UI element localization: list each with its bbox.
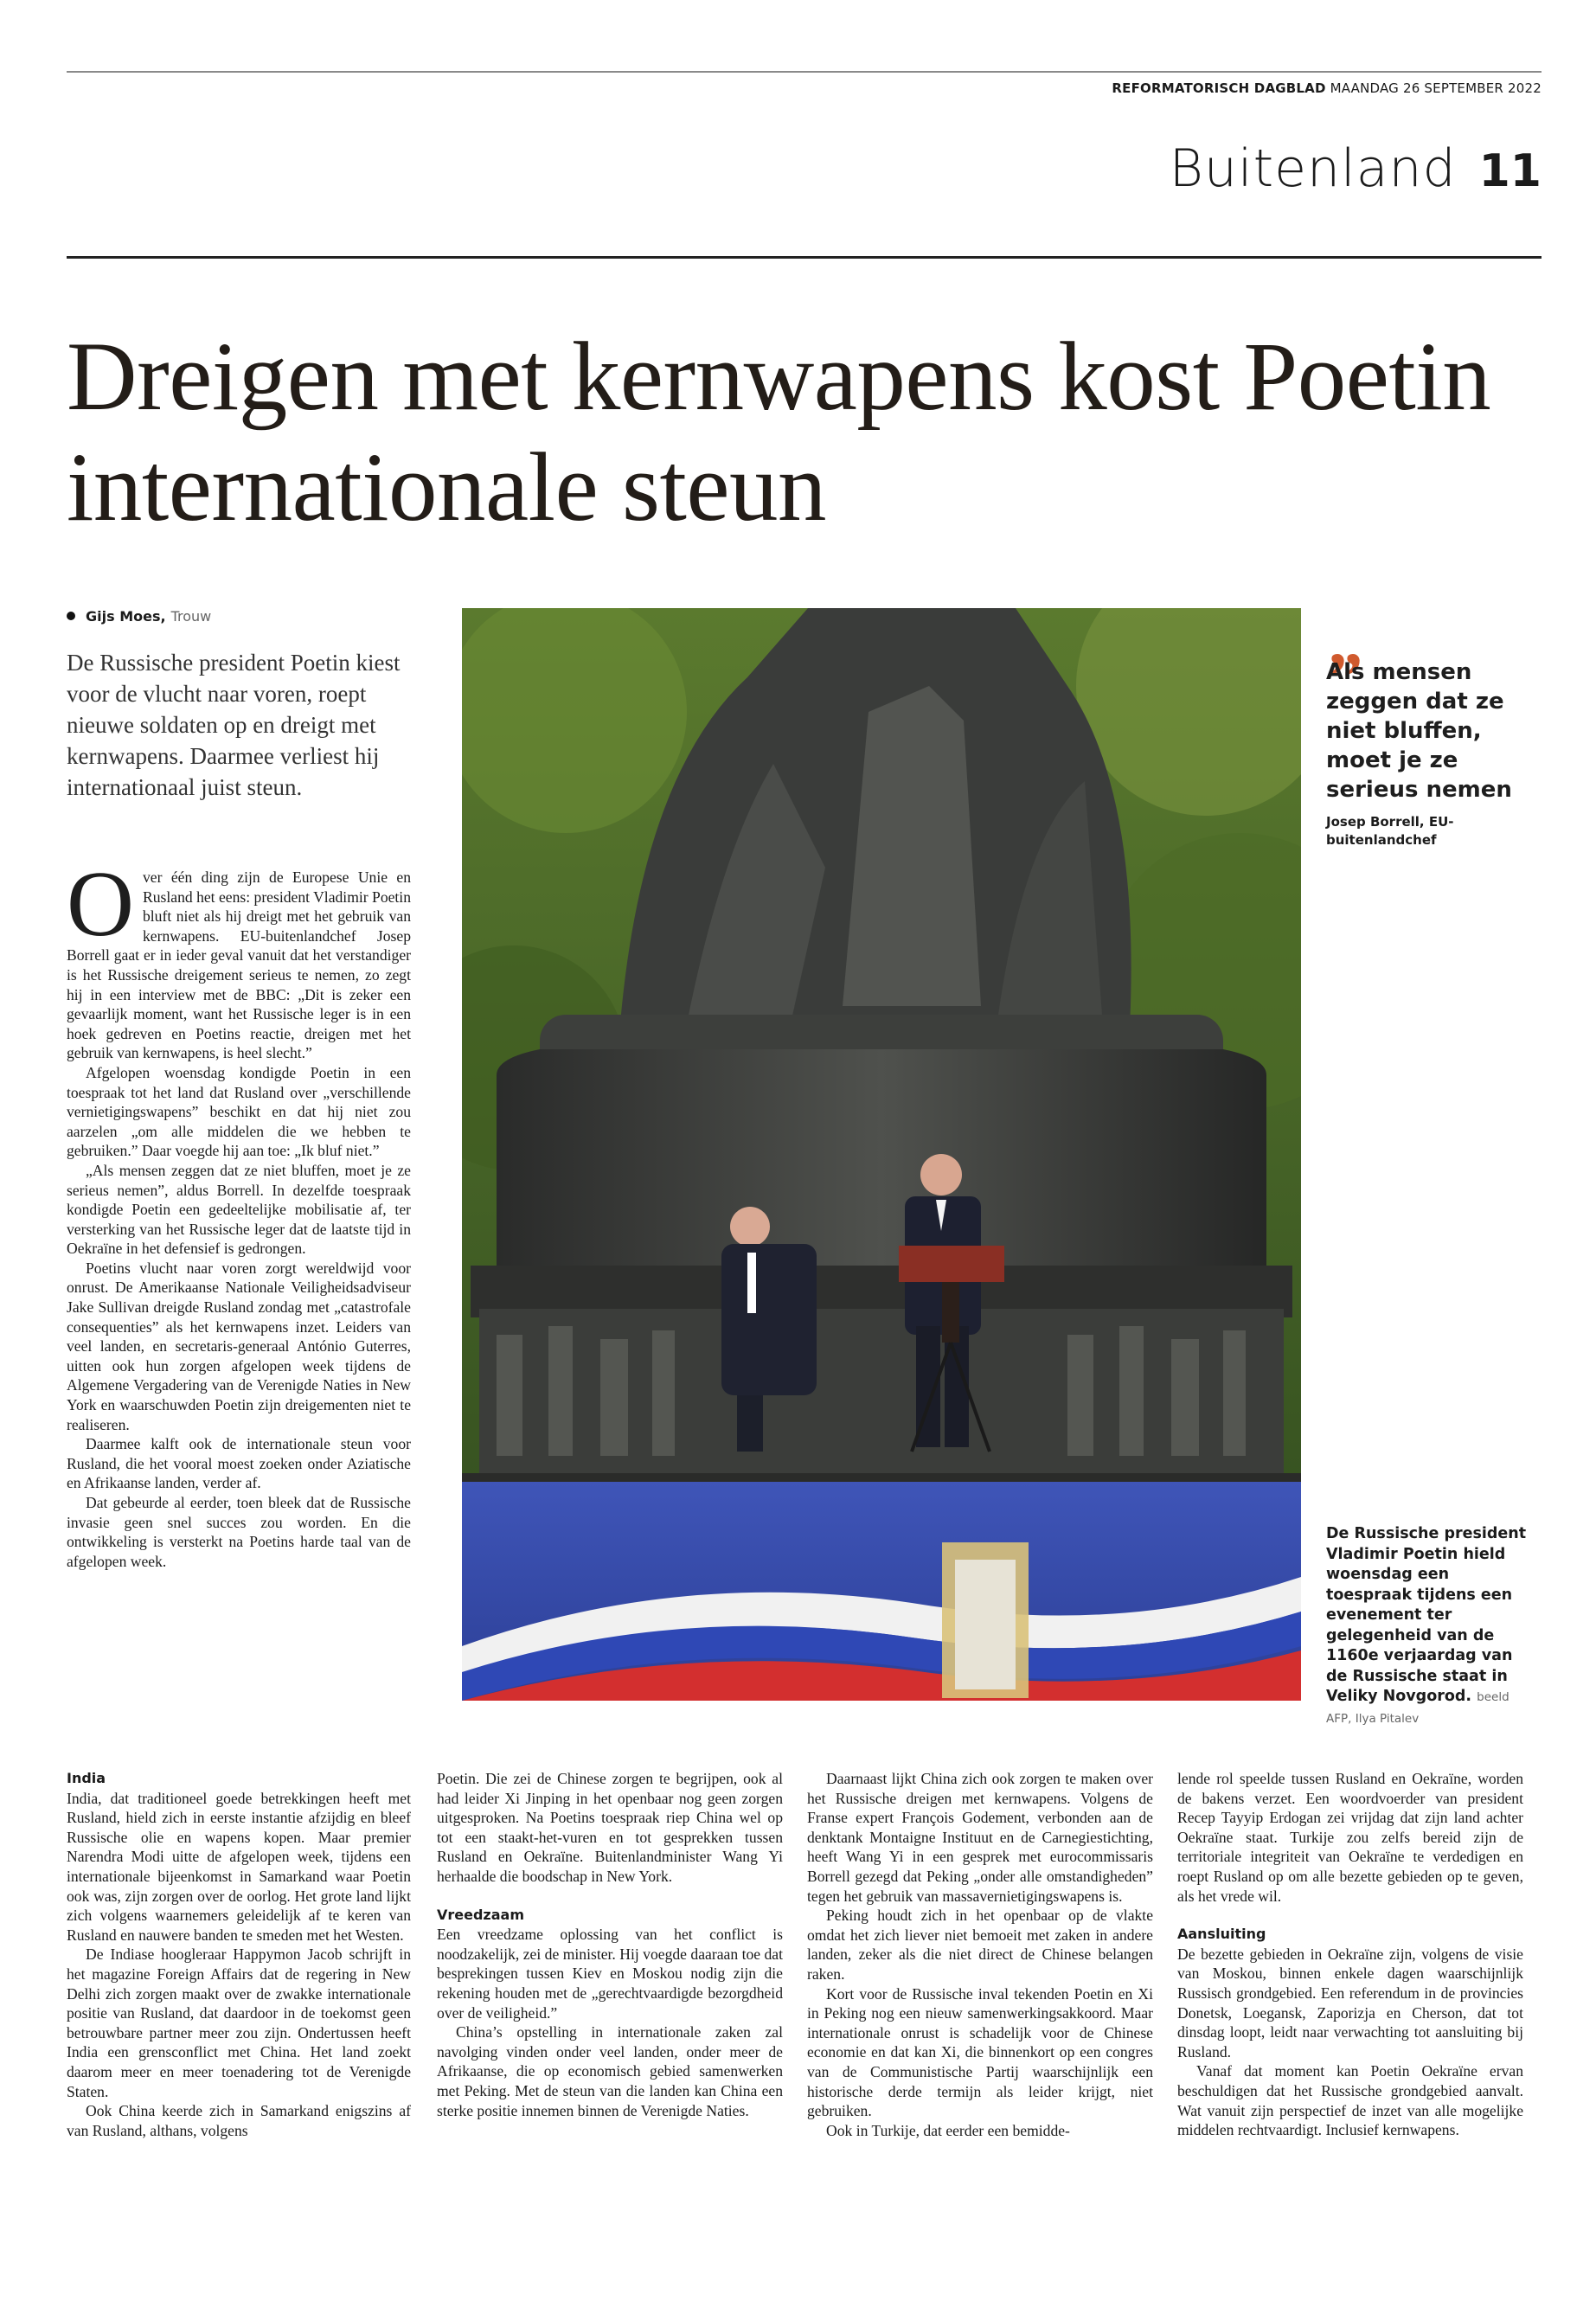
section-name: Buitenland: [1169, 138, 1457, 199]
subheading-aansluiting: Aansluiting: [1177, 1926, 1266, 1943]
photo-caption: [1326, 1524, 1529, 1729]
paragraph: Dat gebeurde al eerder, toen bleek dat de Russische invasie geen snel succes zou worden. En die ontwikkeling is versterkt na Poetins harde taal van de afgelopen week.: [67, 1494, 411, 1570]
page-number: 11: [1478, 145, 1542, 197]
caption-text: De Russische president Vladimir Poetin hield woensdag een toespraak tijdens een evenement ter gelegenheid van de 1160e verjaardag van de Russische staat in Veliky Novgorod.: [1326, 1525, 1527, 1705]
paragraph: Over één ding zijn de Europese Unie en Rusland het eens: president Vladimir Poetin bluft niet als hij dreigt met het gebruik van kernwapens. EU-buitenlandchef Josep Borrell gaat er in ieder geval vanuit dat het verstandiger is het Russische dreigement serieus te nemen, zo zegt hij in een interview met de BBC: „Dit is zeker een gevaarlijk moment, want het Russische leger is in een hoek gedreven en Poetins reactie, dreigen met het gebruik van kernwapens, is heel slecht.”: [67, 853, 411, 1062]
body-column-1-lower: [67, 1769, 411, 2140]
body-column-2: [437, 1769, 783, 2120]
spacer: [1177, 1906, 1523, 1925]
paragraph: De bezette gebieden in Oekraïne zijn, volgens de visie van Moskou, binnen enkele dagen waarschijnlijk Russisch grondgebied. Een referendum in de provincies Donetsk, Loegansk, Zaporizja en Cherson, dat tot dinsdag loopt, leidt naar verwachting tot aansluiting bij Rusland.: [1177, 1945, 1523, 2061]
source: Trouw: [170, 608, 212, 625]
subheading-india: India: [67, 1770, 106, 1786]
paragraph: Daarmee kalft ook de internationale steun voor Rusland, die het vooral moest zoeken onder Aziatische en Afrikaanse landen, verder af.: [67, 1435, 411, 1492]
paragraph: India, dat traditioneel goede betrekkingen heeft met Rusland, hield zich in eerste instantie afzijdig en bleef Russische olie en wapens kopen. Maar premier Narendra Modi uitte de afgelopen week, tijdens een internationale bijeenkomst in Samarkand waar Poetin ook was, zijn zorgen over de oorlog. Het grote land lijkt zich volgens waarnemers geleidelijk af te keren van Rusland en nauwere banden te smeden met het Westen.: [67, 1789, 411, 1944]
paragraph: Daarnaast lijkt China zich ook zorgen te maken over het Russische dreigen met kernwapens. Volgens de Franse expert François Godement, verbonden aan de denktank Montaigne Instituut en de Carnegiestichting, heeft Wang Yi in een gesprek met eurocommissaris Borrell gezegd dat Peking „onder alle omstandigheden” tegen het gebruik van massavernietigingswapens is.: [807, 1770, 1153, 1905]
paragraph: lende rol speelde tussen Rusland en Oekraïne, worden de bakens verzet. Een woordvoerder van president Recep Tayyip Erdogan zei vrijdag dat zijn land achter Oekraïne staat. Turkije zou zelfs bereid zijn de territoriale integriteit van Oekraïne te verdedigen en roept Rusland op om alle bezette gebieden op te geven, als het vrede wil.: [1177, 1770, 1523, 1905]
body-column-3: [807, 1769, 1153, 2140]
photo-illustration: [462, 608, 1301, 1701]
paragraph: Kort voor de Russische inval tekenden Poetin en Xi in Peking nog een nieuw samenwerkingsakkoord. Maar internationale onrust is schadelijk voor de Chinese economie en dat kan Xi, die binnenkort op een congres van de Communistische Partij waarschijnlijk een historische derde termijn als leider krijgt, niet gebruiken.: [807, 1984, 1153, 2120]
paragraph: De Indiase hoogleraar Happymon Jacob schrijft in het magazine Foreign Affairs dat de regering in New Delhi zich zorgen maakt over de zwakke internationale positie van Rusland, dat daardoor in de toekomst geen betrouwbare partner meer zou zijn. Ondertussen heeft India een grensconflict met China. Het land zoekt daarom meer en meer toenadering tot de Verenigde Staten.: [67, 1945, 411, 2100]
pull-quote: Als mensen zeggen dat ze niet bluffen, moet je ze serieus nemen: [1326, 659, 1512, 803]
body-column-4: [1177, 1769, 1523, 2140]
photo-credit: beeld AFP, Ilya Pitalev: [1326, 1690, 1509, 1726]
paragraph: Ook China keerde zich in Samarkand enigszins af van Rusland, althans, volgens: [67, 2102, 411, 2139]
paragraph: Vanaf dat moment kan Poetin Oekraïne ervan beschuldigen dat het Russische grondgebied aanvalt. Wat vanuit zijn perspectief de inzet van alle mogelijke middelen rechtvaardigt. Inclusief kernwapens.: [1177, 2062, 1523, 2139]
spacer: [437, 1887, 783, 1906]
paragraph: „Als mensen zeggen dat ze niet bluffen, moet je ze serieus nemen”, aldus Borrell. In dezelfde toespraak kondigde Poetin een gedeeltelijke mobilisatie af, ter versterking van het Russische leger dat de laatste tijd in Oekraïne in het defensief is gedrongen.: [67, 1161, 411, 1258]
quote-attribution: Josep Borrell, EU-buitenlandchef: [1326, 814, 1454, 848]
byline: [67, 608, 211, 625]
paragraph: Afgelopen woensdag kondigde Poetin in een toespraak tot het land dat Rusland over „verschillende vernietigingswapens” beschikt en dat hij niet zou aarzelen „om alle middelen die we hebben te gebruiken.” Daar voegde hij aan toe: „Ik bluf niet.”: [67, 1063, 411, 1160]
intro: De Russische president Poetin kiest voor de vlucht naar voren, roept nieuwe soldaten op en dreigt met kernwapens. Daarmee verliest hij internationaal juist steun.: [67, 650, 401, 800]
quote-mark-icon: „: [1328, 601, 1363, 680]
paragraph: Een vreedzame oplossing van het conflict is noodzakelijk, zei de minister. Hij voegde daaraan toe dat besprekingen tussen Kiev en Moskou nodig zijn die rekening houden met de „gerechtvaardigde bezorgdheid over de veiligheid.”: [437, 1926, 783, 2022]
paragraph: China’s opstelling in internationale zaken zal navolging vinden onder veel landen, onder meer de Afrikaanse, die op economisch gebied samenwerken met Peking. Met de steun van die landen kan China een sterke positie innemen binnen de Verenigde Naties.: [437, 2023, 783, 2119]
paragraph: Poetin. Die zei de Chinese zorgen te begrijpen, ook al had leider Xi Jinping in het openbaar nog geen zorgen uitgesproken. Na Poetins toespraak riep China wel op tot een staakt-het-vuren en tot gesprekken tussen Rusland en Oekraïne. Buitenlandminister Wang Yi herhaalde die boodschap in New York.: [437, 1770, 783, 1885]
paper-name: REFORMATORISCH DAGBLAD: [1112, 80, 1326, 96]
drop-cap: O: [67, 853, 134, 956]
paragraph: Ook in Turkije, dat eerder een bemidde-: [826, 2121, 1070, 2139]
body-column-1: [67, 853, 411, 1571]
masthead: [1112, 80, 1542, 96]
paragraph: Peking houdt zich in het openbaar op de vlakte omdat het zich liever niet bemoeit met zaken in andere landen, zeker als die niet direct de Chinese belangen raken.: [807, 1907, 1153, 1983]
photo-putin-monument: [462, 608, 1301, 1701]
headline: Dreigen met kernwapens kost Poetin internationale steun: [67, 323, 1491, 542]
issue-date: MAANDAG 26 SEPTEMBER 2022: [1330, 80, 1542, 96]
author: Gijs Moes,: [86, 608, 166, 625]
subheading-vreedzaam: Vreedzaam: [437, 1906, 525, 1923]
section-rule: [67, 256, 1542, 259]
top-rule: [67, 71, 1542, 73]
bullet-icon: [67, 612, 75, 620]
section-header: [1170, 138, 1542, 199]
paragraph: Poetins vlucht naar voren zorgt wereldwijd voor onrust. De Amerikaanse Nationale Veiligheidsadviseur Jake Sullivan dreigde Rusland zondag met „catastrofale consequenties” als het kernwapens inzet. Leiders van veel landen, en secretaris-generaal António Guterres, uitten ook hun zorgen afgelopen week tijdens de Algemene Vergadering van de Verenigde Naties in New York en waarschuwden Poetin zijn dreigementen niet te realiseren.: [67, 1259, 411, 1433]
